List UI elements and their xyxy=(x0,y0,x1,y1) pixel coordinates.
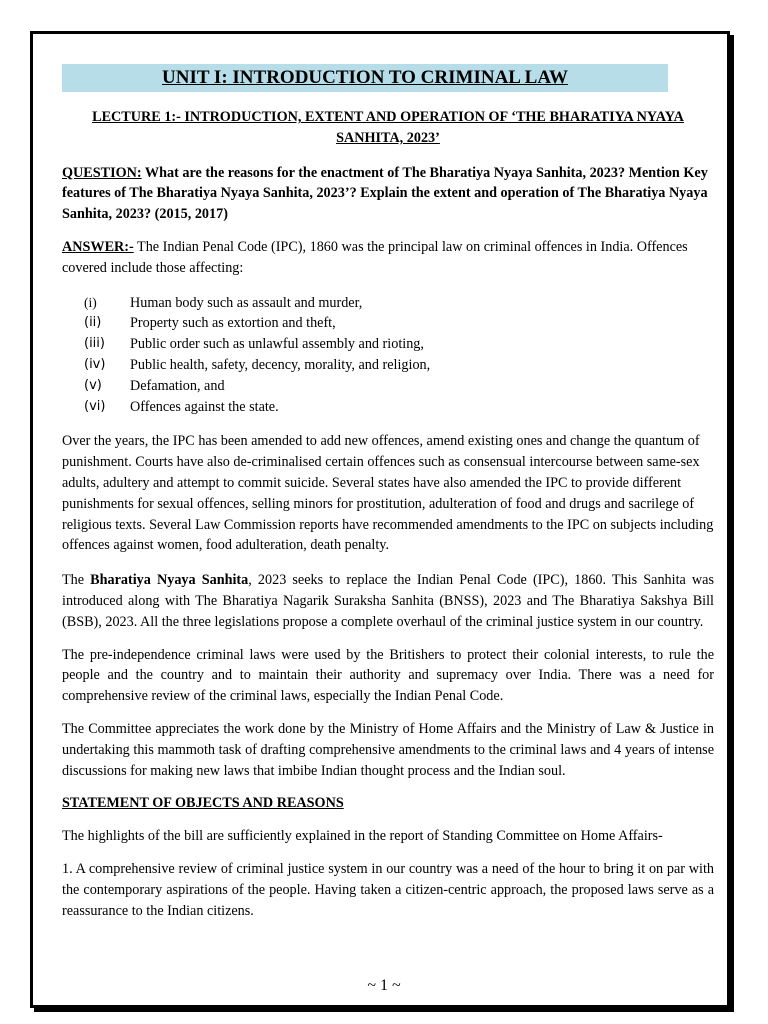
list-item-number: (i) xyxy=(84,294,97,310)
list-item-text: Human body such as assault and murder, xyxy=(130,294,363,311)
question-text: What are the reasons for the enactment of The Bharatiya Nyaya Sanhita, 2023? Mention Key features of The Bharatiya Nyaya Sanhita, 2023’? Explain the extent and operation of The Bharatiya Nyaya Sanhita, 2023? (2015, 2017) xyxy=(62,164,708,223)
list-item xyxy=(62,355,714,376)
list-item-text: Public order such as unlawful assembly and rioting, xyxy=(130,336,424,353)
paragraph-pre-independence: The pre-independence criminal laws were used by the Britishers to protect their colonial interests, to rule the people and the country and to maintain their authority and supremacy over India. There was a need for comprehensive review of the criminal laws, especially the Indian Penal Code. xyxy=(62,646,714,705)
statement-heading: STATEMENT OF OBJECTS AND REASONS xyxy=(62,795,344,812)
document-body xyxy=(62,64,714,921)
list-item xyxy=(62,334,714,355)
list-item xyxy=(62,376,714,397)
list-item-text: Public health, safety, decency, morality, and religion, xyxy=(130,356,431,373)
list-item-text: Property such as extortion and theft, xyxy=(130,315,336,332)
paragraph-committee: The Committee appreciates the work done by the Ministry of Home Affairs and the Ministry of Law & Justice in undertaking this mammoth task of drafting comprehensive amendments to the criminal laws and 4 years of intense discussions for making new laws that imbibe Indian thought process and the Indian soul. xyxy=(62,720,714,779)
list-item-text: Defamation, and xyxy=(130,377,225,394)
paragraph-bns-prefix: The xyxy=(62,572,91,589)
unit-title: UNIT I: INTRODUCTION TO CRIMINAL LAW xyxy=(62,64,668,92)
paragraph-highlights: The highlights of the bill are sufficiently explained in the report of Standing Committee on Home Affairs- xyxy=(62,828,663,845)
list-item xyxy=(62,293,714,314)
offence-list xyxy=(62,293,714,418)
list-item xyxy=(62,397,714,418)
list-item-number: (v) xyxy=(84,377,102,393)
answer-text: The Indian Penal Code (IPC), 1860 was the principal law on criminal offences in India. Offences covered include those affecting: xyxy=(62,238,688,276)
paragraph-bns-rest: , 2023 seeks to replace the Indian Penal Code (IPC), 1860. This Sanhita was introduced along with The Bharatiya Nagarik Suraksha Sanhita (BNSS), 2023 and The Bharatiya Sakshya Bill (BSB), 2023. All the three legislations propose a complete overhaul of the criminal justice system in our country. xyxy=(62,572,714,630)
paragraph-bns xyxy=(62,570,714,632)
answer-paragraph xyxy=(62,237,714,279)
list-item-number: (ii) xyxy=(84,315,102,331)
list-item xyxy=(62,313,714,334)
answer-label: ANSWER:- xyxy=(62,238,134,255)
page-number: ~ 1 ~ xyxy=(367,977,401,994)
list-item-number: (iii) xyxy=(84,336,105,352)
paragraph-amendments: Over the years, the IPC has been amended to add new offences, amend existing ones and change the quantum of punishment. Courts have also de-criminalised certain offences such as consensual intercourse between same-sex adults, adultery and attempt to commit suicide. Several states have also amended the IPC to provide different punishments for sexual offences, selling minors for prostitution, adulteration of food and drugs and sacrilege of religious texts. Several Law Commission reports have recommended amendments to the IPC on subjects including offences against women, food adulteration, death penalty. xyxy=(62,433,714,554)
lecture-title: LECTURE 1:- INTRODUCTION, EXTENT AND OPERATION OF ‘THE BHARATIYA NYAYA SANHITA, 2023’ xyxy=(92,109,684,146)
paragraph-point-1: 1. A comprehensive review of criminal justice system in our country was a need of the hour to bring it on par with the contemporary aspirations of the people. Having taken a citizen-centric approach, the proposed laws serve as a reassurance to the Indian citizens. xyxy=(62,860,714,919)
question-paragraph xyxy=(62,163,714,225)
list-item-text: Offences against the state. xyxy=(130,398,279,415)
list-item-number: (vi) xyxy=(84,398,106,414)
list-item-number: (iv) xyxy=(84,356,106,372)
paragraph-bns-bold: Bharatiya Nyaya Sanhita xyxy=(90,572,249,589)
question-label: QUESTION: xyxy=(62,164,142,181)
